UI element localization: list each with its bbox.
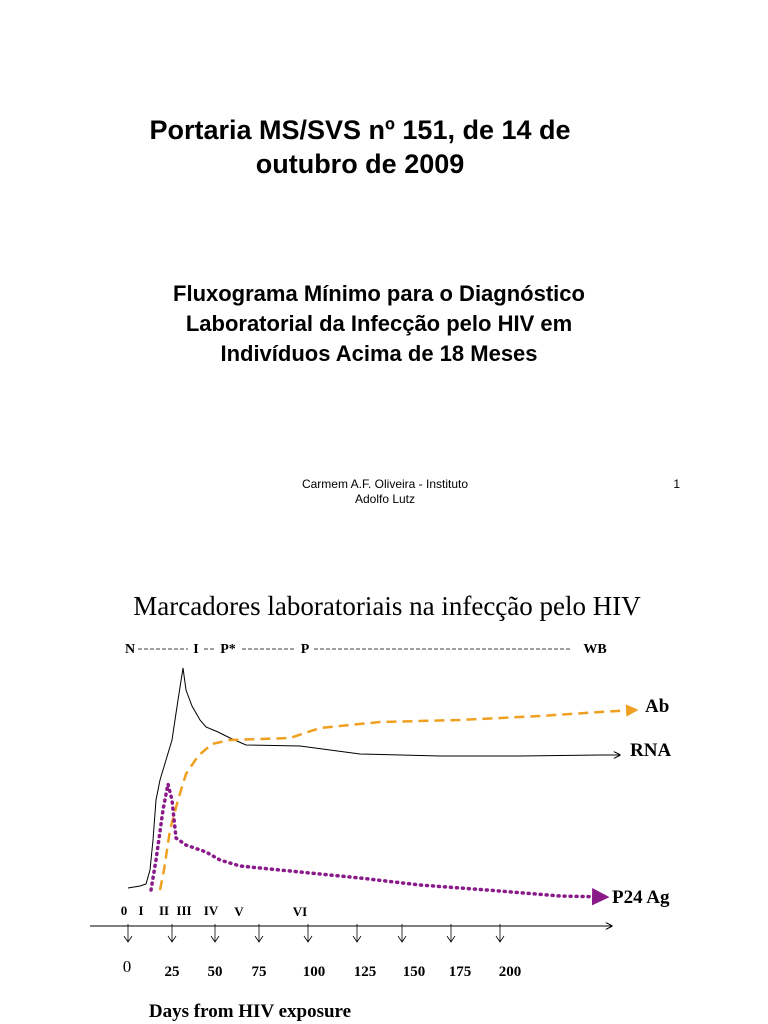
slide-title-line-2: outubro de 2009	[255, 149, 465, 179]
page-number: 1	[673, 477, 680, 491]
tick-label: 200	[498, 964, 522, 980]
tick-arrow	[168, 924, 176, 942]
phase-label-n: N	[124, 642, 136, 657]
tick-label: 0	[122, 957, 132, 976]
stage-label: 0	[120, 903, 128, 918]
tick-label: 50	[207, 964, 223, 980]
stage-label: V	[234, 904, 244, 919]
ab-label: Ab	[645, 696, 670, 717]
tick-arrow	[255, 924, 263, 942]
tick-arrows	[124, 924, 504, 942]
tick-label: 175	[448, 964, 472, 980]
stage-label: IV	[203, 903, 219, 918]
phase-label-p-star: P*	[220, 642, 236, 657]
stage-label: VI	[292, 904, 308, 919]
rna-curve	[128, 668, 620, 888]
tick-arrow	[398, 924, 406, 942]
slide-title-line-1: Portaria MS/SVS nº 151, de 14 de	[149, 115, 571, 145]
footer-author-line-1: Carmem A.F. Oliveira - Instituto	[301, 477, 469, 491]
stage-label: II	[158, 903, 170, 918]
rna-label: RNA	[630, 740, 672, 761]
tick-label: 75	[251, 964, 267, 980]
tick-arrow	[447, 924, 455, 942]
slide-subtitle-line-2: Laboratorial da Infecção pelo HIV em	[185, 311, 573, 336]
phase-label-i: I	[193, 642, 199, 657]
tick-arrow	[496, 924, 504, 942]
phase-label-p: P	[300, 642, 310, 657]
phase-label-wb: WB	[583, 642, 607, 657]
tick-arrow	[353, 924, 361, 942]
tick-label: 125	[353, 964, 377, 980]
p24-label: P24 Ag	[612, 887, 670, 908]
footer-author-line-2: Adolfo Lutz	[354, 492, 416, 506]
stage-row	[121, 903, 307, 919]
tick-label: 100	[302, 964, 326, 980]
tick-label: 150	[402, 964, 426, 980]
tick-arrow	[304, 924, 312, 942]
tick-arrow	[211, 924, 219, 942]
tick-label: 25	[164, 964, 180, 980]
slide-subtitle-line-1: Fluxograma Mínimo para o Diagnóstico	[173, 281, 585, 306]
slide-subtitle-line-3: Indivíduos Acima de 18 Meses	[220, 341, 538, 366]
stage-label: I	[138, 903, 144, 918]
p24-curve	[151, 784, 606, 897]
tick-arrow	[124, 924, 132, 942]
stage-label: III	[176, 903, 192, 918]
tick-labels	[123, 957, 522, 980]
figure-title: Marcadores laboratoriais na infecção pelo HIV	[133, 591, 641, 621]
x-axis-label: Days from HIV exposure	[148, 1001, 352, 1022]
phase-row	[125, 642, 607, 657]
